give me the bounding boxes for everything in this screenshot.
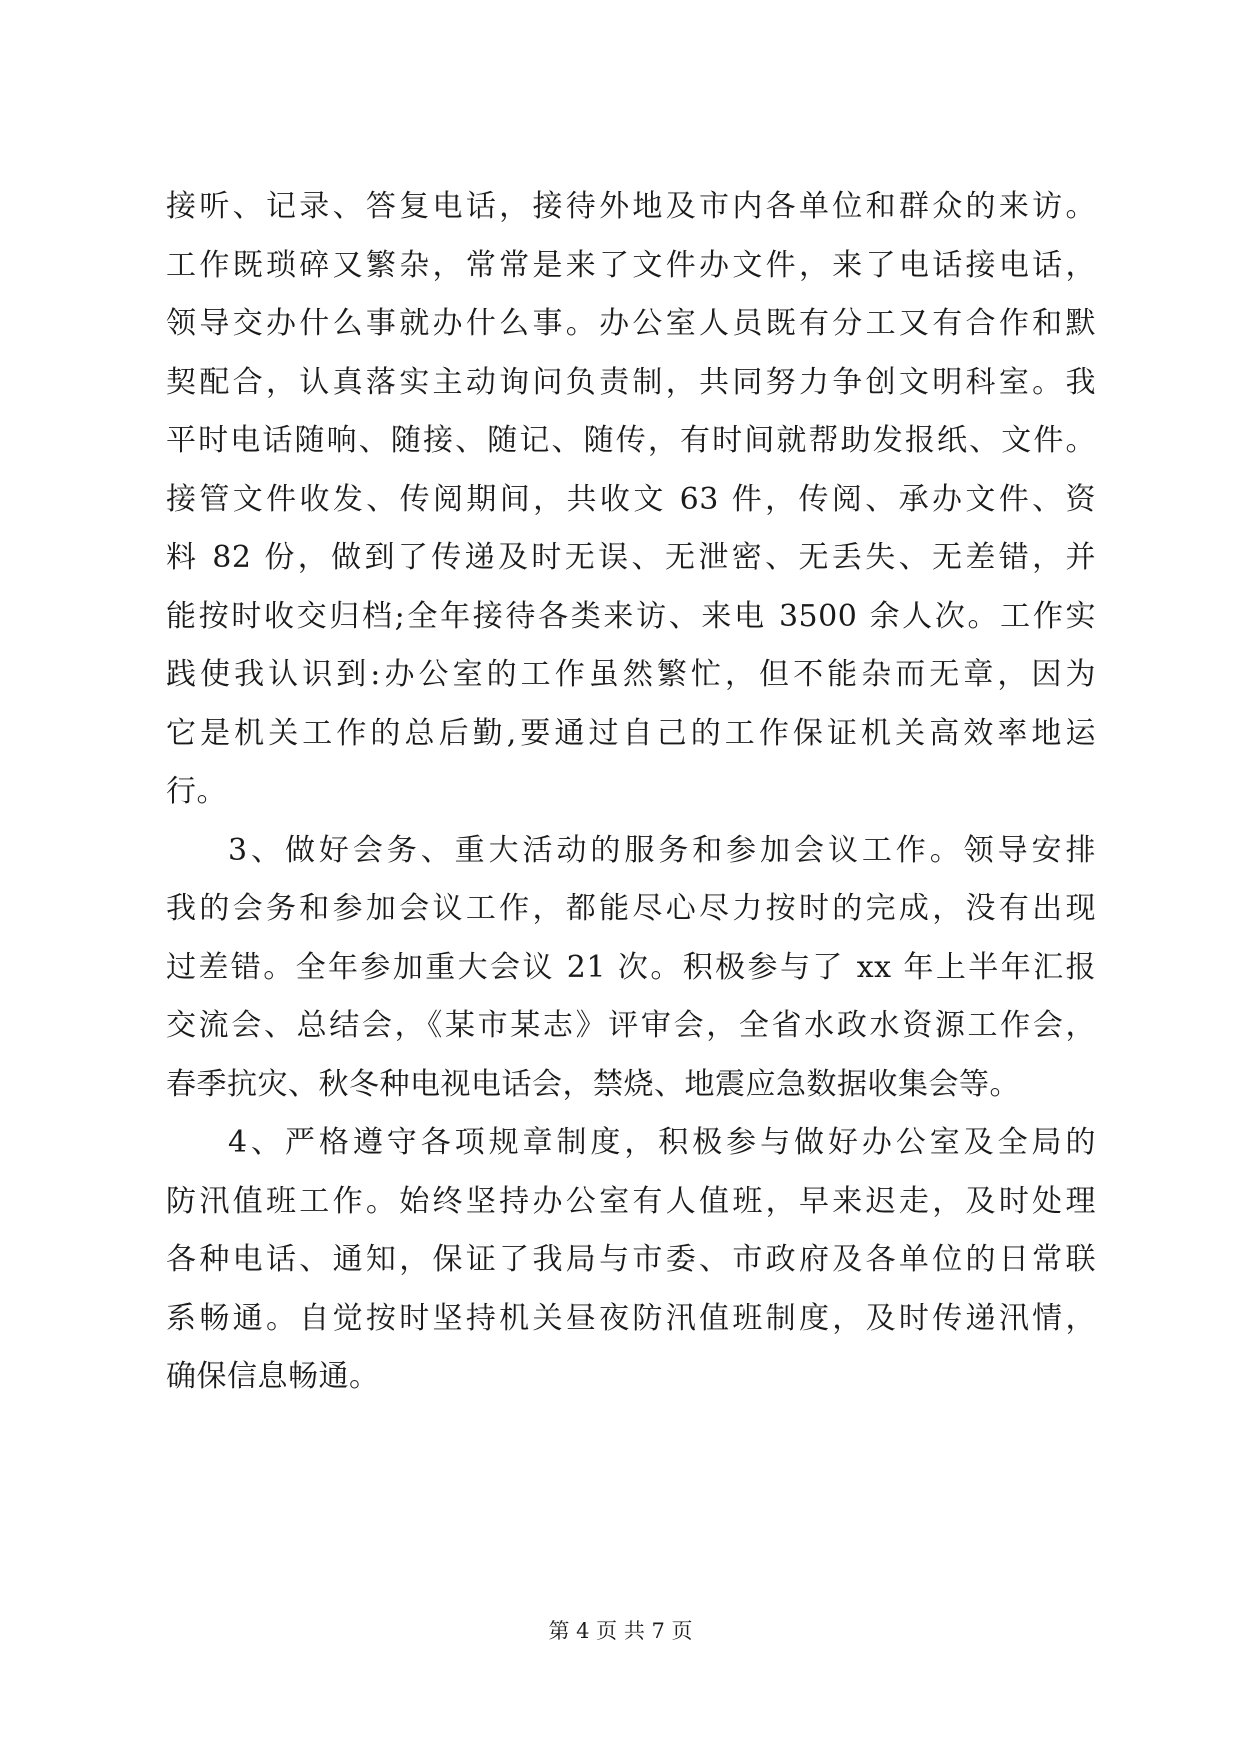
text-line: 料 82 份，做到了传递及时无误、无泄密、无丢失、无差错，并 (166, 540, 1096, 575)
text-line: 过差错。全年参加重大会议 21 次。积极参与了 xx 年上半年汇报 (166, 949, 1096, 985)
page-footer: 第 4 页 共 7 页 (548, 1619, 693, 1643)
text-line: 平时电话随响、随接、随记、随传，有时间就帮助发报纸、文件。 (166, 423, 1096, 458)
text-line: 各种电话、通知，保证了我局与市委、市政府及各单位的日常联 (166, 1242, 1096, 1277)
document-body (166, 178, 1096, 1407)
paragraph (166, 1114, 1096, 1407)
text-line: 3、做好会务、重大活动的服务和参加会议工作。领导安排 (228, 832, 1096, 868)
text-line: 交流会、总结会，《某市某志》评审会，全省水政水资源工作会， (166, 1008, 1096, 1043)
text-line: 我的会务和参加会议工作，都能尽心尽力按时的完成，没有出现 (166, 891, 1096, 926)
text-line: 确保信息畅通。 (166, 1359, 380, 1394)
text-line: 能按时收交归档;全年接待各类来访、来电 3500 余人次。工作实 (166, 598, 1096, 634)
text-line: 领导交办什么事就办什么事。办公室人员既有分工又有合作和默 (166, 306, 1096, 341)
text-line: 春季抗灾、秋冬种电视电话会，禁烧、地震应急数据收集会等。 (166, 1066, 1020, 1102)
paragraph (166, 822, 1096, 1115)
text-line: 它是机关工作的总后勤,要通过自己的工作保证机关高效率地运 (166, 715, 1096, 751)
text-line: 防汛值班工作。始终坚持办公室有人值班，早来迟走，及时处理 (166, 1183, 1096, 1219)
text-line: 接管文件收发、传阅期间，共收文 63 件，传阅、承办文件、资 (166, 481, 1096, 517)
text-line: 接听、记录、答复电话，接待外地及市内各单位和群众的来访。 (166, 189, 1096, 224)
paragraph (166, 178, 1096, 822)
text-line: 行。 (166, 774, 227, 809)
text-line: 系畅通。自觉按时坚持机关昼夜防汛值班制度，及时传递汛情， (166, 1300, 1096, 1336)
text-line: 契配合，认真落实主动询问负责制，共同努力争创文明科室。我 (166, 364, 1096, 400)
text-line: 践使我认识到:办公室的工作虽然繁忙，但不能杂而无章，因为 (166, 657, 1096, 692)
text-line: 工作既琐碎又繁杂，常常是来了文件办文件，来了电话接电话， (166, 247, 1096, 283)
text-line: 4、严格遵守各项规章制度，积极参与做好办公室及全局的 (228, 1125, 1096, 1160)
